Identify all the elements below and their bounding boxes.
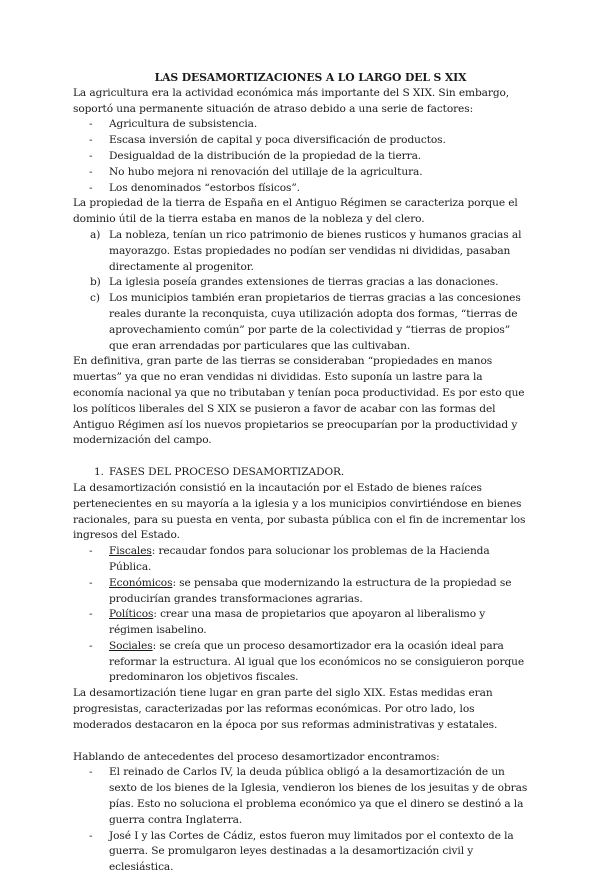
objective-term: Económicos: [109, 576, 173, 589]
section-title: FASES DEL PROCESO DESAMORTIZADOR.: [109, 466, 345, 479]
list-item: [73, 765, 530, 828]
owners-list: [73, 228, 530, 354]
list-item: [73, 829, 530, 876]
objective-text: : crear una masa de propietarios que apoyaron al liberalismo y régimen isabelino.: [109, 608, 486, 637]
list-item-text: José I y las Cortes de Cádiz, estos fueron muy limitados por el contexto de la guerra. Se promulgaron leyes destinadas a la desamortización civil y eclesiástica.: [109, 829, 514, 874]
list-marker: c): [90, 292, 100, 305]
dash-bullet: -: [89, 165, 93, 178]
list-item: [73, 544, 530, 576]
dash-bullet: -: [89, 181, 93, 194]
list-item: [73, 291, 530, 354]
list-item-text: Los municipios también eran propietarios de tierras gracias a las concesiones reales durante la reconquista, cuya utilización adopta dos formas, “tierras de aprovechamiento común” por parte de la colectividad y “tierras de propios” que eran arrendadas por particulares que las cultivaban.: [109, 292, 521, 352]
document-title: LAS DESAMORTIZACIONES A LO LARGO DEL S XIX: [154, 71, 467, 84]
timeline-paragraph: La desamortización tiene lugar en gran parte del siglo XIX. Estas medidas eran progresistas, caracterizadas por las reformas económicas. Por otro lado, los moderados destacaron en la época por sus reformas administrativas y estatales.: [73, 687, 498, 731]
section-heading: [73, 465, 530, 481]
list-item-text: Los denominados “estorbos físicos”.: [109, 181, 300, 194]
list-marker: a): [90, 228, 101, 241]
list-item: [73, 181, 530, 197]
list-item-text: Agricultura de subsistencia.: [109, 118, 258, 131]
objective-term: Políticos: [109, 608, 154, 621]
dash-bullet: -: [89, 829, 93, 842]
list-item: [73, 165, 530, 181]
dash-bullet: -: [89, 608, 93, 621]
list-item: [73, 149, 530, 165]
objective-text: : se pensaba que modernizando la estructura de la propiedad se producirían grandes transformaciones agrarias.: [109, 576, 512, 605]
list-item: [73, 228, 530, 275]
objective-term: Sociales: [109, 639, 153, 652]
property-paragraph: La propiedad de la tierra de España en el Antiguo Régimen se caracteriza porque el dominio útil de la tierra estaba en manos de la nobleza y del clero.: [73, 197, 518, 226]
dash-bullet: -: [89, 639, 93, 652]
conclusion-paragraph: En definitiva, gran parte de las tierras se consideraban “propiedades en manos muertas” ya que no eran vendidas ni divididas. Esto suponía un lastre para la economía nacional ya que no tributaban y tenían poca productividad. Es por esto que los políticos liberales del S XIX se pusieron a favor de acabar con las formas del Antiguo Régimen así los nuevos propietarios se preocuparían por la productividad y modernización del campo.: [73, 355, 525, 447]
dash-bullet: -: [89, 118, 93, 131]
objective-term: Fiscales: [109, 545, 152, 558]
list-item: [73, 607, 530, 639]
list-item: [73, 117, 530, 133]
spacer: [73, 734, 530, 750]
definition-paragraph: La desamortización consistió en la incautación por el Estado de bienes raíces pertenecientes en su mayoría a la iglesia y a los municipios convirtiéndose en bienes racionales, para su puesta en venta, por subasta pública con el fin de incrementar los ingresos del Estado.: [73, 481, 526, 542]
list-item-text: El reinado de Carlos IV, la deuda pública obligó a la desamortización de un sexto de los bienes de la Iglesia, vendieron los bienes de los jesuitas y de obras pías. Esto no soluciona el problema económico ya que el dinero se destinó a la guerra contra Inglaterra.: [109, 766, 528, 826]
antecedents-list: [73, 765, 530, 876]
list-item: [73, 275, 530, 291]
list-item-text: Desigualdad de la distribución de la propiedad de la tierra.: [109, 149, 422, 162]
list-item: [73, 133, 530, 149]
list-marker: b): [90, 276, 101, 289]
dash-bullet: -: [89, 576, 93, 589]
list-item-text: Escasa inversión de capital y poca diversificación de productos.: [109, 134, 446, 147]
section-heading-list: [73, 465, 530, 481]
section-number: 1.: [94, 466, 104, 479]
antecedents-intro: Hablando de antecedentes del proceso desamortizador encontramos:: [73, 750, 440, 763]
objectives-list: [73, 544, 530, 686]
list-item: [73, 576, 530, 608]
dash-bullet: -: [89, 134, 93, 147]
list-item-text: La nobleza, tenían un rico patrimonio de bienes rusticos y humanos gracias al mayorazgo. Estas propiedades no podían ser vendidas ni divididas, pasaban directamente al progenitor.: [109, 228, 522, 273]
list-item: [73, 639, 530, 686]
intro-paragraph: La agricultura era la actividad económica más importante del S XIX. Sin embargo, soportó una permanente situación de atraso debido a una serie de factores:: [73, 86, 510, 115]
dash-bullet: -: [89, 766, 93, 779]
objective-text: : recaudar fondos para solucionar los problemas de la Hacienda Pública.: [109, 545, 490, 573]
factors-list: [73, 117, 530, 196]
dash-bullet: -: [89, 149, 93, 162]
list-item-text: No hubo mejora ni renovación del utillaje de la agricultura.: [109, 165, 423, 178]
dash-bullet: -: [89, 545, 93, 558]
spacer: [73, 449, 530, 465]
list-item-text: La iglesia poseía grandes extensiones de tierras gracias a las donaciones.: [109, 276, 499, 289]
objective-text: : se creía que un proceso desamortizador era la ocasión ideal para reformar la estructura. Al igual que los económicos no se consiguieron porque predominaron los objetivos fiscales.: [109, 639, 525, 684]
